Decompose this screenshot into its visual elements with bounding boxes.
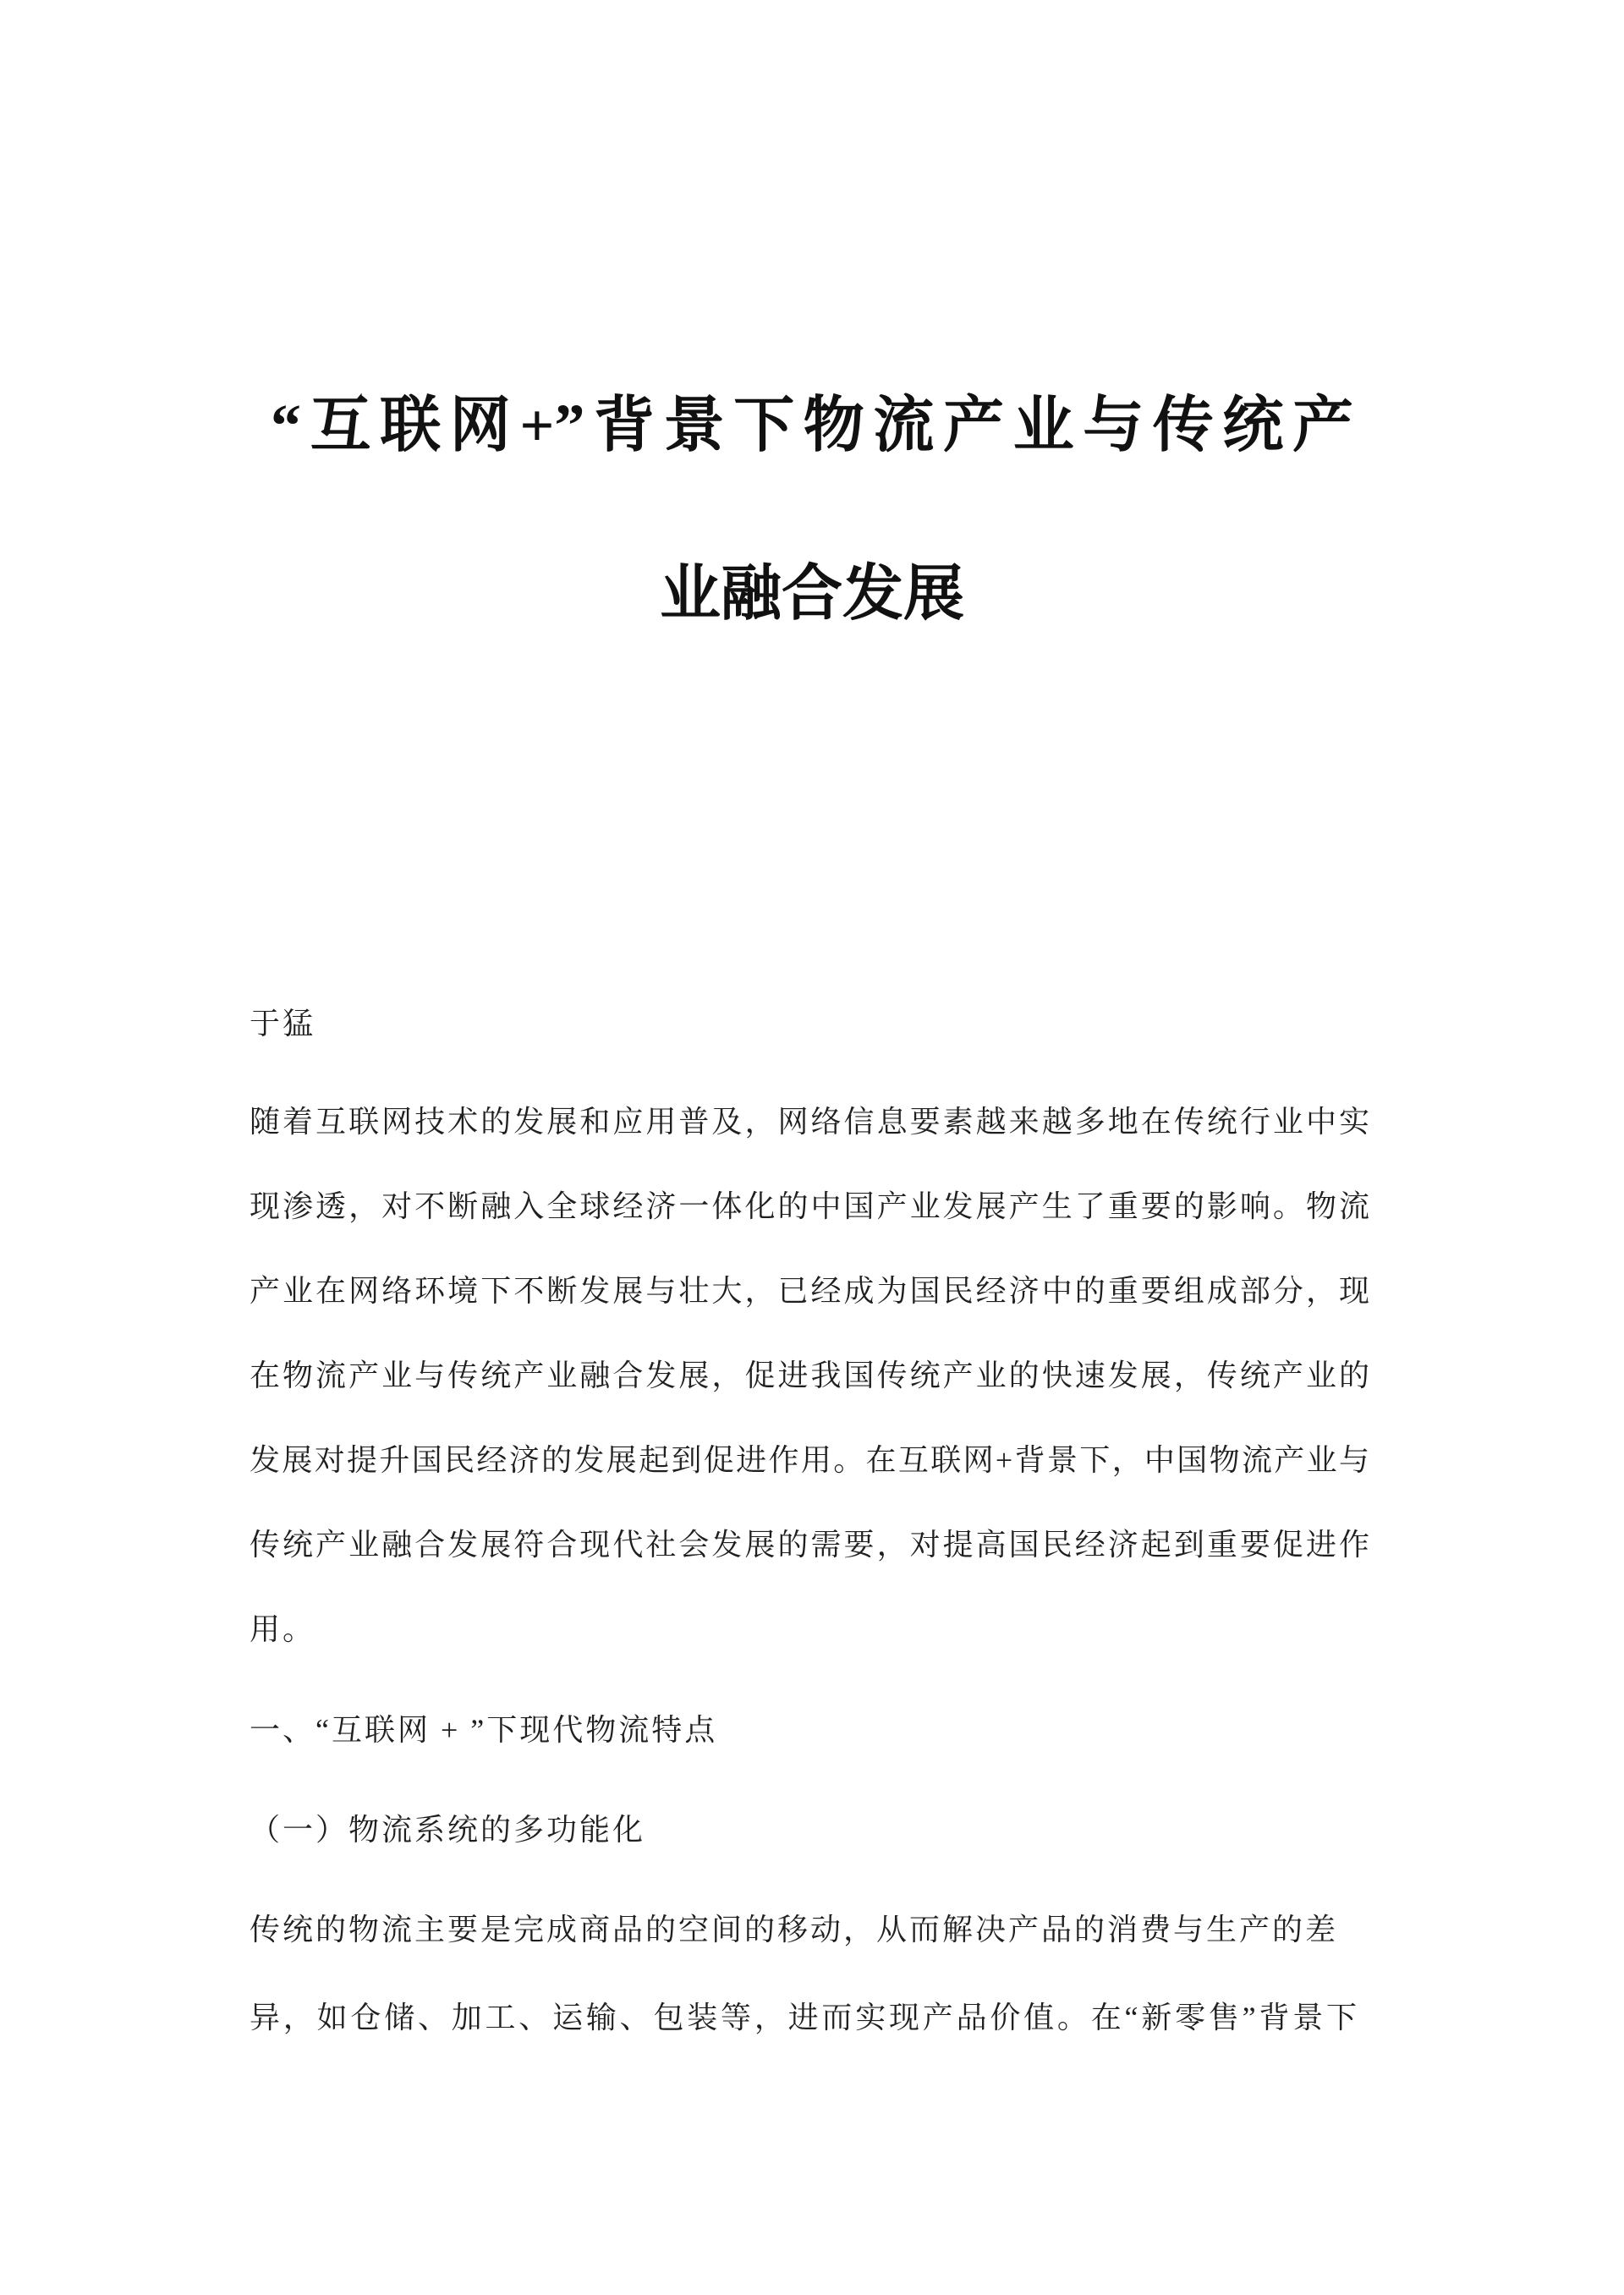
paragraph-line: 异，如仓储、加工、运输、包装等，进而实现产品价值。在“新零售”背景下 [250,2001,1358,2034]
subsection-heading-block [250,1787,1370,1872]
author-name: 于猛 [250,1007,316,1040]
paragraph-line: 现渗透，对不断融入全球经济一体化的中国产业发展产生了重要的影响。物流 [250,1189,1370,1223]
paragraph-line: 用。 [250,1612,316,1646]
paragraph-line: 发展对提升国民经济的发展起到促进作用。在互联网+背景下，中国物流产业与 [250,1443,1370,1477]
paragraph-line: 随着互联网技术的发展和应用普及，网络信息要素越来越多地在传统行业中实 [250,1105,1370,1139]
document-title-line-2: 业融合发展 [659,560,964,628]
author-block [250,981,1370,1066]
section-heading: 一、“互联网 + ”下现代物流特点 [250,1713,718,1747]
document-title-line-1: “互联网+”背景下物流产业与传统产 [271,392,1353,459]
section-heading-block [250,1688,1370,1772]
subsection-heading: （一）物流系统的多功能化 [250,1813,646,1847]
paragraph-line: 传统产业融合发展符合现代社会发展的需要，对提高国民经济起到重要促进作 [250,1528,1370,1562]
paragraph-logistics [250,1886,1370,2062]
paragraph-line: 产业在网络环境下不断发展与壮大，已经成为国民经济中的重要组成部分，现 [250,1274,1370,1308]
paragraph-line: 在物流产业与传统产业融合发展，促进我国传统产业的快速发展，传统产业的 [250,1359,1370,1392]
paragraph-line: 传统的物流主要是完成商品的空间的移动，从而解决产品的消费与生产的差 [250,1913,1336,1946]
paragraph-intro [250,1079,1370,1672]
